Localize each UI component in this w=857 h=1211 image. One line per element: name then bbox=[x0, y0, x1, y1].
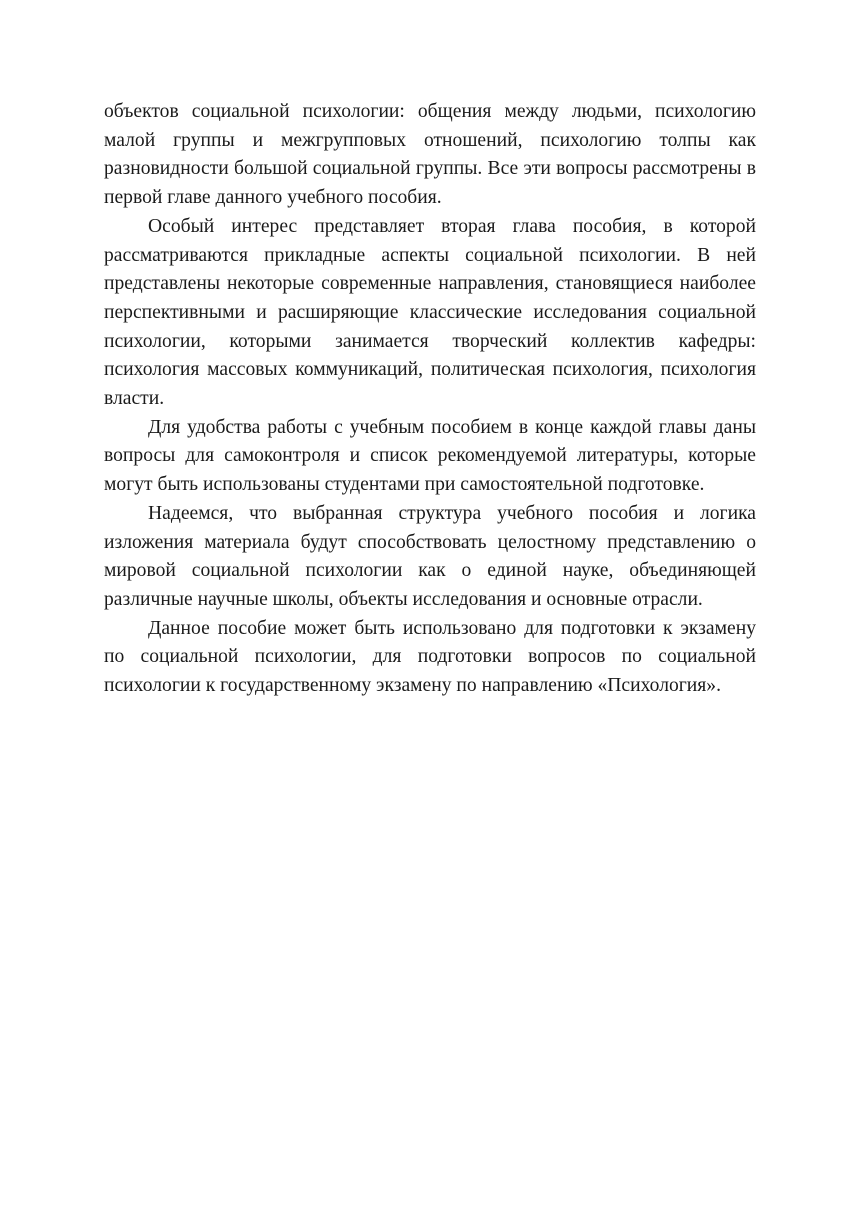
body-text bbox=[104, 98, 756, 701]
paragraph-continuation: объектов социальной психологии: общения между людьми, психологию малой группы и межгрупповых отношений, психологию толпы как разновидности большой социальной группы. Все эти вопросы рассмотрены в первой главе данного учебного пособия. bbox=[104, 101, 756, 209]
paragraph-structure: Надеемся, что выбранная структура учебного пособия и логика изложения материала будут способствовать целостному представлению о мировой социальной психологии как о единой науке, объединяющей различные научные школы, объекты исследования и основные отрасли. bbox=[104, 502, 756, 610]
paragraph-exam-use: Данное пособие может быть использовано для подготовки к экзамену по социальной психологии, для подготовки вопросов по социальной психологии к государственному экзамену по направлению «Психология». bbox=[104, 617, 756, 697]
paragraph-self-control: Для удобства работы с учебным пособием в конце каждой главы даны вопросы для самоконтроля и список рекомендуемой литературы, которые могут быть использованы студентами при самостоятельной подготовке. bbox=[104, 416, 756, 496]
paragraph-second-chapter: Особый интерес представляет вторая глава пособия, в которой рассматриваются прикладные аспекты социальной психологии. В ней представлены некоторые современные направления, становящиеся наиболее перспективными и расширяющие классические исследования социальной психологии, которыми занимается творческий коллектив кафедры: психология массовых коммуникаций, политическая психология, психология власти. bbox=[104, 215, 756, 410]
